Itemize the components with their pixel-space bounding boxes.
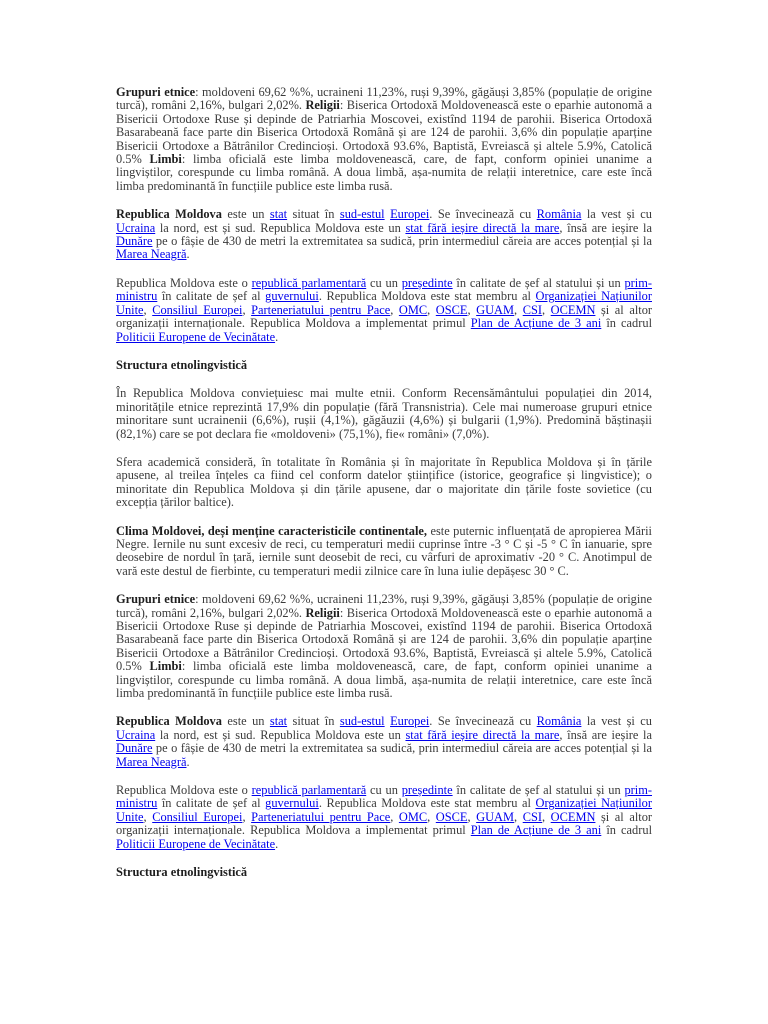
heading-structura-etnolingvistica: Structura etnolingvistică [116,357,248,372]
link-osce[interactable]: OSCE [435,809,468,824]
link-ocemn[interactable]: OCEMN [550,302,596,317]
link-romania[interactable]: România [536,714,582,729]
link-parteneriatul-pentru-pace[interactable]: Parteneriatului pentru Pace [251,809,391,824]
heading-structura-etnolingvistica: Structura etnolingvistică [116,865,248,880]
link-plan-actiune[interactable]: Plan de Acțiune de 3 ani [470,823,602,838]
link-guam[interactable]: GUAM [476,302,515,317]
link-republica-parlamentara[interactable]: republică parlamentară [251,275,367,290]
link-ucraina[interactable]: Ucraina [116,220,156,235]
link-europei[interactable]: Europei [390,207,430,222]
religions-label: Religii [305,605,340,620]
paragraph-ethnic-groups: Grupuri etnice: moldoveni 69,62 %%, ucraineni 11,23%, ruși 9,39%, găgăuși 3,85% (populație de origine turcă), români 2,16%, bulgari 2,02%. Religii: Biserica Ortodoxă Moldovenească este o eparhie autonomă a Bisericii Ortodoxe Ruse și depinde de Patriarhia Moscovei, existînd 1194 de parohii. Biserica Ortodoxă Basarabeană face parte din Biserica Ortodoxă Română și are 124 de parohii. 3,6% din populație aparține Bisericii Ortodoxe a Bătrânilor Credincioși. Ortodoxă 93.6%, Baptistă, Evreiască și altele 5.9%, Catolică 0.5% Limbi: limba oficială este limba moldovenească, care, de fapt, conform opiniei unanime a lingviștilor, corespunde cu limba română. A doua limbă, așa-numita de relații interetnice, care este încă limba predominantă în funcțiile publice este limba rusă. [116,85,653,193]
languages-label: Limbi [149,659,182,674]
religions-label: Religii [305,98,340,113]
document-page [116,86,652,895]
link-osce[interactable]: OSCE [435,302,468,317]
link-dunare[interactable]: Dunăre [116,741,153,756]
languages-label: Limbi [149,152,182,167]
paragraph-republic-government: Republica Moldova este o republică parlamentară cu un președinte în calitate de șef al statului și un prim-ministru în calitate de șef al guvernului. Republica Moldova este stat membru al Organizației Națiunilor Unite, Consiliul Europei, Parteneriatului pentru Pace, OMC, OSCE, GUAM, CSI, OCEMN și al altor organizații internaționale. Republica Moldova a implementat primul Plan de Acțiune de 3 ani în cadrul Politicii Europene de Vecinătate. [116,783,653,851]
link-csi[interactable]: CSI [522,809,542,824]
link-republica-parlamentara[interactable]: republică parlamentară [251,783,367,798]
link-omc[interactable]: OMC [398,809,428,824]
link-marea-neagra[interactable]: Marea Neagră [116,247,187,262]
link-presedinte[interactable]: președinte [401,275,453,290]
link-stat[interactable]: stat [269,207,288,222]
link-sud-estul[interactable]: sud-estul [339,207,385,222]
paragraph-republic-location: Republica Moldova este un stat situat în sud-estul Europei. Se învecinează cu România la vest și cu Ucraina la nord, est și sud. Republica Moldova este un stat fără ieșire directă la mare, însă are ieșire la Dunăre pe o fâșie de 430 de metri la extremitatea sa sudică, prin intermediul căreia are acces potențial și la Marea Neagră. [116,207,652,262]
link-parteneriatul-pentru-pace[interactable]: Parteneriatului pentru Pace [251,302,391,317]
paragraph-academic-view: Sfera academică consideră, în totalitate în România și în majoritate în Republica Moldova și în țările apusene, al treilea înțeles ca fiind cel conform datelor științifice (istorice, geografice și lingvistice); o minoritate din Republica Moldova și din țările apusene, dar o majoritate din țările foste sovietice (cu excepția țărilor baltice). [116,454,652,510]
link-consiliul-europei[interactable]: Consiliul Europei [152,302,243,317]
link-romania[interactable]: România [536,207,582,222]
link-ucraina[interactable]: Ucraina [116,727,156,742]
link-consiliul-europei[interactable]: Consiliul Europei [152,809,243,824]
paragraph-climate: Clima Moldovei, deși menține caracteristicile continentale, este puternic influențată de apropierea Mării Negre. Iernile nu sunt excesiv de reci, cu temperaturi medii cuprinse între -3 ° C și -5 ° C în ianuarie, spre deosebire de nordul în țară, iernile sunt deosebit de reci, cu vârfuri de aproximativ -20 ° C. Anotimpul de vară este destul de fierbinte, cu temperaturi medii zilnice care în luna iulie depășesc 30 ° C. [116,523,652,578]
paragraph-republic-government: Republica Moldova este o republică parlamentară cu un președinte în calitate de șef al statului și un prim-ministru în calitate de șef al guvernului. Republica Moldova este stat membru al Organizației Națiunilor Unite, Consiliul Europei, Parteneriatului pentru Pace, OMC, OSCE, GUAM, CSI, OCEMN și al altor organizații internaționale. Republica Moldova a implementat primul Plan de Acțiune de 3 ani în cadrul Politicii Europene de Vecinătate. [116,275,653,344]
paragraph-ethnic-structure: În Republica Moldova conviețuiesc mai multe etnii. Conform Recensământului populației din 2014, minoritățile etnice reprezintă 17,9% din populație (fără Transnistria). Cele mai numeroase grupuri etnice minoritare sunt ucrainenii (6,6%), rușii (4,1%), găgăuzii (4,6%) și bulgarii (1,9%). Predomină băștinașii (82,1%) care se pot declara fie «moldoveni» (75,1%), fie« români» (7,0%). [116,386,652,441]
paragraph-ethnic-groups: Grupuri etnice: moldoveni 69,62 %%, ucraineni 11,23%, ruși 9,39%, găgăuși 3,85% (populație de origine turcă), români 2,16%, bulgari 2,02%. Religii: Biserica Ortodoxă Moldovenească este o eparhie autonomă a Bisericii Ortodoxe Ruse și depinde de Patriarhia Moscovei, existînd 1194 de parohii. Biserica Ortodoxă Basarabeană face parte din Biserica Ortodoxă Română și are 124 de parohii. 3,6% din populație aparține Bisericii Ortodoxe a Bătrânilor Credincioși. Ortodoxă 93.6%, Baptistă, Evreiască și altele 5.9%, Catolică 0.5% Limbi: limba oficială este limba moldovenească, care, de fapt, conform opiniei unanime a lingviștilor, corespunde cu limba română. A doua limbă, așa-numita de relații interetnice, care este încă limba predominantă în funcțiile publice este limba rusă. [116,592,653,701]
link-marea-neagra[interactable]: Marea Neagră [116,754,187,769]
link-onu[interactable]: Organizației Națiunilor Unite [116,796,652,824]
link-politicii-europene[interactable]: Politicii Europene de Vecinătate [116,836,276,851]
link-stat[interactable]: stat [269,714,288,729]
link-europei[interactable]: Europei [390,714,430,729]
paragraph-republic-location: Republica Moldova este un stat situat în sud-estul Europei. Se învecinează cu România la vest și cu Ucraina la nord, est și sud. Republica Moldova este un stat fără ieșire directă la mare, însă are ieșire la Dunăre pe o fâșie de 430 de metri la extremitatea sa sudică, prin intermediul căreia are acces potențial și la Marea Neagră. [116,714,652,769]
link-prim-ministru[interactable]: prim-ministru [116,783,652,811]
link-stat-fara-iesire[interactable]: stat fără ieșire directă la mare [405,727,560,742]
climate-label: Clima Moldovei, deși menține caracteristicile continentale, [116,523,428,538]
link-politicii-europene[interactable]: Politicii Europene de Vecinătate [116,329,276,344]
link-plan-actiune[interactable]: Plan de Acțiune de 3 ani [470,316,602,331]
link-csi[interactable]: CSI [522,302,542,317]
link-onu[interactable]: Organizației Națiunilor Unite [116,289,652,317]
link-prim-ministru[interactable]: prim-ministru [116,275,652,304]
link-dunare[interactable]: Dunăre [116,234,153,249]
link-stat-fara-iesire[interactable]: stat fără ieșire directă la mare [405,220,560,235]
link-guvernului[interactable]: guvernului [265,796,319,811]
link-ocemn[interactable]: OCEMN [550,809,596,824]
link-guvernului[interactable]: guvernului [265,289,319,304]
link-sud-estul[interactable]: sud-estul [339,714,385,729]
link-presedinte[interactable]: președinte [401,783,453,798]
ethnic-groups-label: Grupuri etnice [116,592,196,607]
link-guam[interactable]: GUAM [476,809,515,824]
link-omc[interactable]: OMC [398,302,428,317]
ethnic-groups-label: Grupuri etnice [116,85,196,99]
